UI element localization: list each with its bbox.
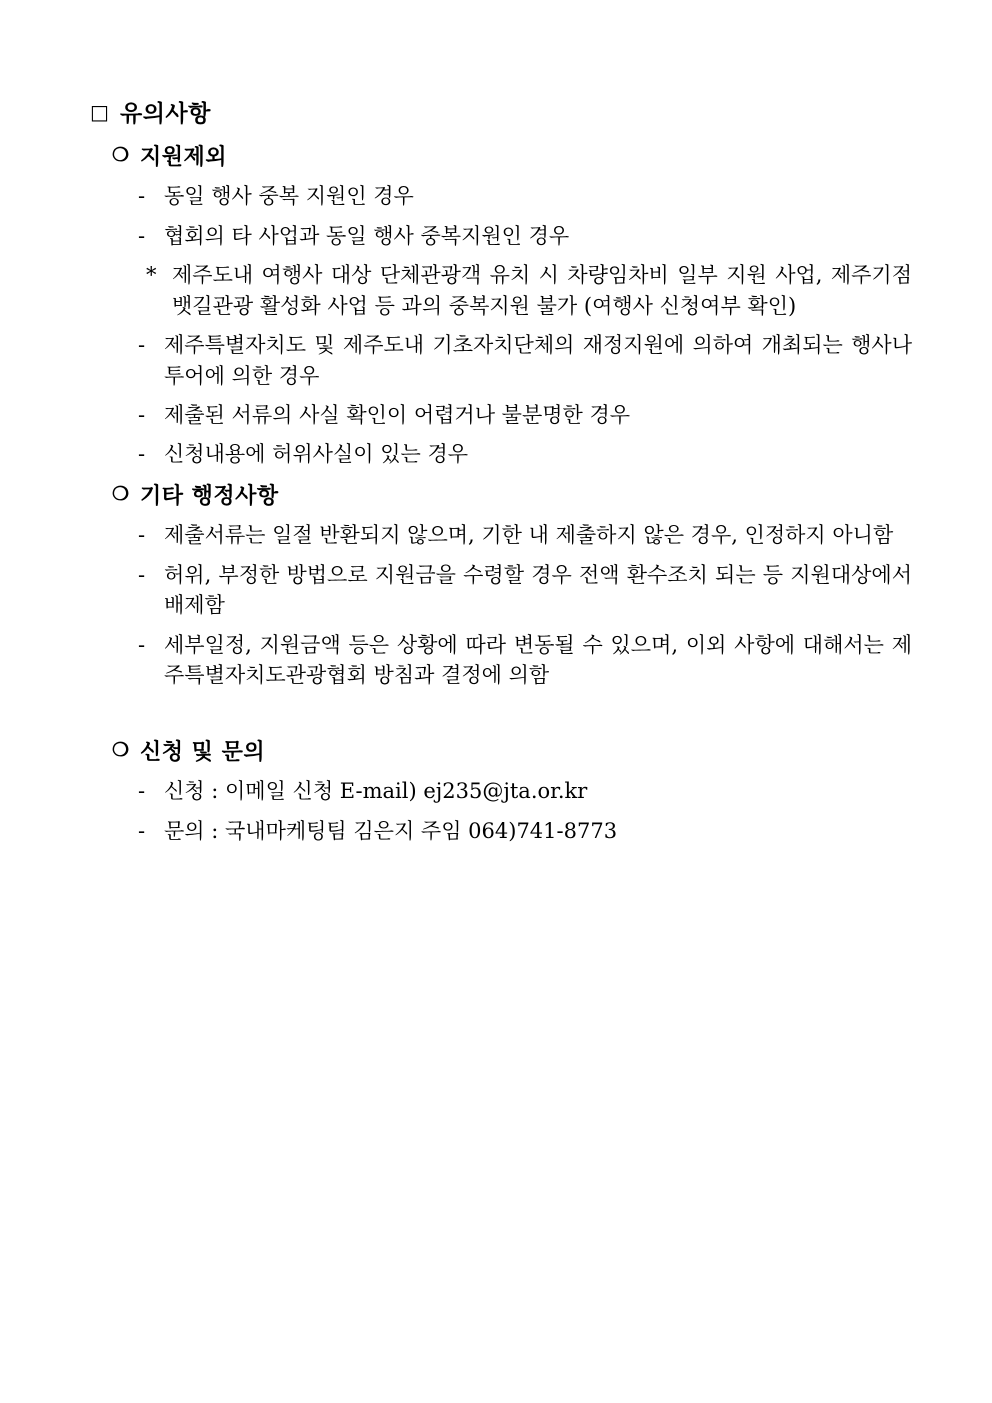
- contact-phone-text: 문의 : 국내마케팅팀 김은지 주임 064)741-8773: [164, 818, 618, 843]
- list-item: [138, 630, 912, 691]
- list-item: [138, 816, 912, 846]
- dash-bullet-icon: -: [138, 333, 146, 358]
- subsection-heading: [112, 143, 912, 172]
- list-item: [138, 181, 912, 211]
- list-item: [138, 520, 912, 550]
- subsection-heading: [112, 482, 912, 511]
- list-item-text: 제출서류는 일절 반환되지 않으며, 기한 내 제출하지 않은 경우, 인정하지 아니함: [164, 523, 894, 548]
- list-item: [138, 439, 912, 469]
- circle-bullet-icon: ❍: [112, 738, 130, 761]
- dash-bullet-icon: -: [138, 818, 146, 843]
- list-item: [138, 560, 912, 621]
- section-title: 유의사항: [120, 100, 211, 127]
- list-item: [138, 776, 912, 806]
- dash-bullet-icon: -: [138, 184, 146, 209]
- dash-bullet-icon: -: [138, 562, 146, 587]
- list-item: [138, 330, 912, 391]
- list-item-text: 허위, 부정한 방법으로 지원금을 수령할 경우 전액 환수조치 되는 등 지원대상에서 배제함: [164, 562, 912, 618]
- list-item-text: 제주도내 여행사 대상 단체관광객 유치 시 차량임차비 일부 지원 사업, 제주기점 뱃길관광 활성화 사업 등 과의 중복지원 불가 (여행사 신청여부 확인): [172, 263, 912, 318]
- dash-bullet-icon: -: [138, 223, 146, 248]
- asterisk-bullet-icon: *: [146, 263, 157, 288]
- subsection-title: 신청 및 문의: [140, 738, 266, 765]
- list-item-text: 제출된 서류의 사실 확인이 어렵거나 불분명한 경우: [164, 402, 631, 427]
- list-item-text: 세부일정, 지원금액 등은 상황에 따라 변동될 수 있으며, 이외 사항에 대해서는 제주특별자치도관광협회 방침과 결정에 의함: [164, 632, 912, 688]
- circle-bullet-icon: ❍: [112, 143, 130, 166]
- dash-bullet-icon: -: [138, 442, 146, 467]
- list-item-text: 신청내용에 허위사실이 있는 경우: [164, 442, 469, 467]
- subsection-heading: [112, 738, 912, 767]
- dash-bullet-icon: -: [138, 779, 146, 804]
- list-item-note: [146, 260, 912, 321]
- dash-bullet-icon: -: [138, 632, 146, 657]
- square-bullet-icon: □: [90, 100, 110, 124]
- section-heading: [90, 100, 912, 129]
- list-item-text: 동일 행사 중복 지원인 경우: [164, 184, 414, 209]
- list-item: [138, 400, 912, 430]
- vertical-spacer: [90, 700, 912, 726]
- subsection-title: 기타 행정사항: [140, 482, 279, 509]
- circle-bullet-icon: ❍: [112, 482, 130, 505]
- application-email-text: 신청 : 이메일 신청 E-mail) ej235@jta.or.kr: [164, 779, 588, 804]
- list-item-text: 협회의 타 사업과 동일 행사 중복지원인 경우: [164, 223, 570, 248]
- list-item-text: 제주특별자치도 및 제주도내 기초자치단체의 재정지원에 의하여 개최되는 행사나 투어에 의한 경우: [164, 333, 912, 388]
- dash-bullet-icon: -: [138, 402, 146, 427]
- list-item: [138, 221, 912, 251]
- dash-bullet-icon: -: [138, 523, 146, 548]
- subsection-title: 지원제외: [140, 143, 228, 170]
